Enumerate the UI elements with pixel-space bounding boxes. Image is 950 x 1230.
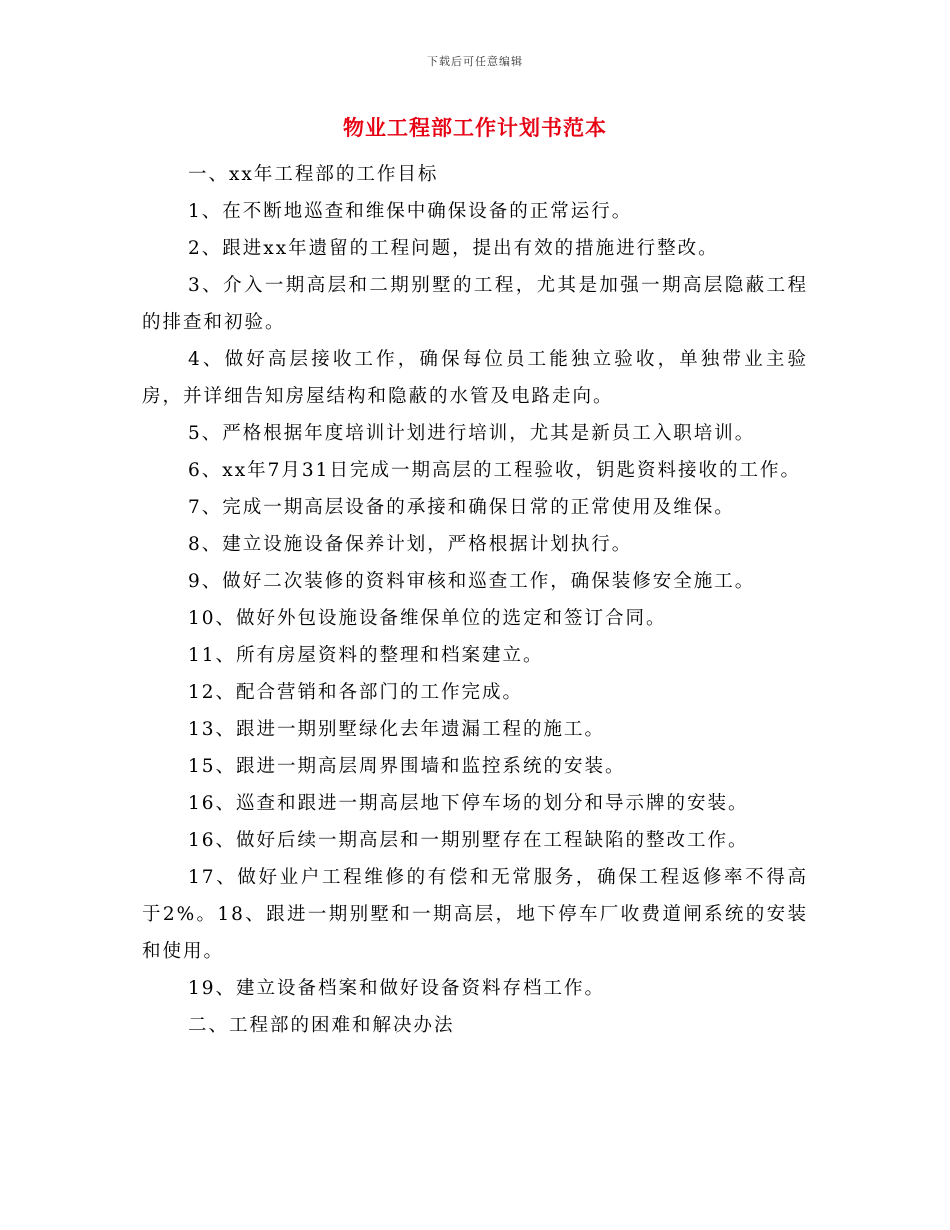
list-item: 5、严格根据年度培训计划进行培训，尤其是新员工入职培训。 [188, 423, 756, 444]
section-heading: 二、工程部的困难和解决办法 [188, 1015, 455, 1036]
list-item: 16、做好后续一期高层和一期别墅存在工程缺陷的整改工作。 [188, 830, 749, 851]
list-item: 1、在不断地巡查和维保中确保设备的正常运行。 [188, 201, 633, 222]
list-item: 11、所有房屋资料的整理和档案建立。 [188, 645, 544, 666]
list-item: 15、跟进一期高层周界围墙和监控系统的安装。 [188, 756, 626, 777]
document-title: 物业工程部工作计划书范本 [343, 115, 607, 140]
list-item: 12、配合营销和各部门的工作完成。 [188, 682, 524, 703]
list-item: 2、跟进xx年遗留的工程问题，提出有效的措施进行整改。 [188, 238, 719, 259]
list-item: 7、完成一期高层设备的承接和确保日常的正常使用及维保。 [188, 497, 735, 518]
list-item: 17、做好业户工程维修的有偿和无常服务，确保工程返修率不得高于2%。18、跟进一期别墅和一期高层，地下停车厂收费道闸系统的安装和使用。 [142, 867, 808, 962]
list-item: 6、xx年7月31日完成一期高层的工程验收，钥匙资料接收的工作。 [188, 460, 801, 481]
section-heading: 一、xx年工程部的工作目标 [188, 164, 439, 185]
list-item: 4、做好高层接收工作，确保每位员工能独立验收，单独带业主验房，并详细告知房屋结构和隐蔽的水管及电路走向。 [142, 349, 808, 407]
list-item: 8、建立设施设备保养计划，严格根据计划执行。 [188, 534, 633, 555]
list-item: 9、做好二次装修的资料审核和巡查工作，确保装修安全施工。 [188, 571, 756, 592]
list-item: 19、建立设备档案和做好设备资料存档工作。 [188, 978, 606, 999]
header-note: 下载后可任意编辑 [427, 55, 523, 68]
list-item: 13、跟进一期别墅绿化去年遗漏工程的施工。 [188, 719, 606, 740]
list-item: 3、介入一期高层和二期别墅的工程，尤其是加强一期高层隐蔽工程的排查和初验。 [142, 275, 808, 333]
list-item: 16、巡查和跟进一期高层地下停车场的划分和导示牌的安装。 [188, 793, 749, 814]
list-item: 10、做好外包设施设备维保单位的选定和签订合同。 [188, 608, 667, 629]
document-body [142, 156, 808, 1044]
